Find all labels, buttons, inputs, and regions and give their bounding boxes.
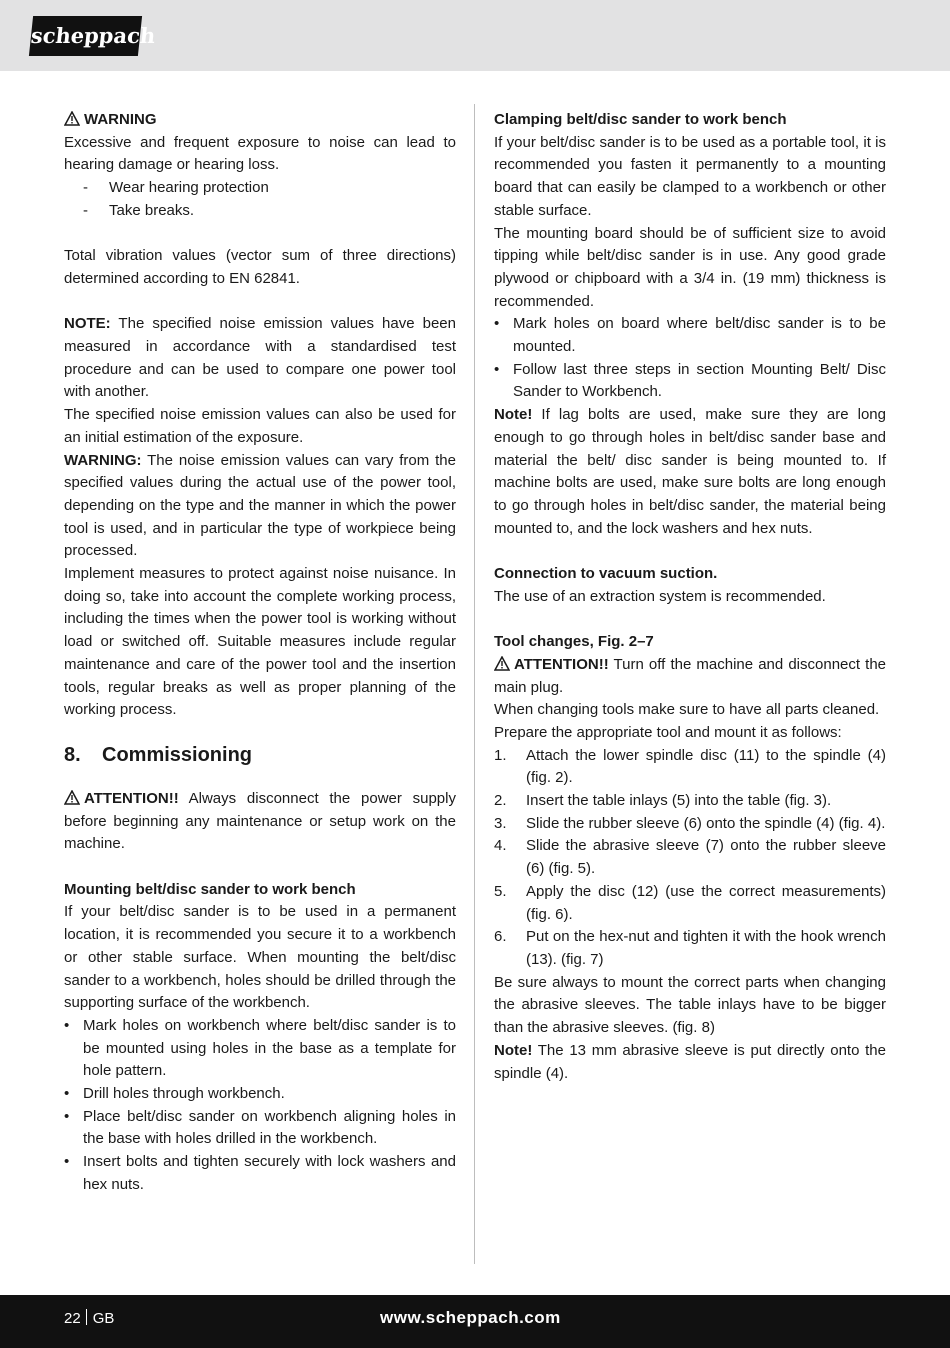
section-heading: [64, 741, 456, 769]
sure-text: Be sure always to mount the correct parts when changing the abrasive sleeves. The table inlays have to be bigger than the abrasive sleeves. (fig. 8): [494, 973, 886, 1037]
vacuum-text: The use of an extraction system is recommended.: [494, 587, 826, 605]
warning2-paragraph: WARNING: The noise emission values can vary from the specified values during the actual use of the power tool, depending on the type and the manner in which the power tool is used, and in particular the type of workpiece being processed.: [64, 451, 456, 560]
left-column: [64, 109, 456, 1197]
warning-triangle-icon: [494, 656, 510, 671]
list-item: - Wear hearing protection: [83, 179, 269, 197]
page-footer: [0, 1295, 950, 1348]
attention-paragraph: ATTENTION!! Always disconnect the power supply before beginning any maintenance or setup work on the machine.: [64, 789, 456, 853]
list-item: • Place belt/disc sander on workbench aligning holes in the base with holes drilled in the workbench.: [64, 1107, 456, 1148]
clamping-heading: Clamping belt/disc sander to work bench: [494, 111, 787, 128]
warning2-label: WARNING:: [64, 451, 142, 469]
clamping-list: [494, 313, 886, 404]
mounting-heading: Mounting belt/disc sander to work bench: [64, 880, 356, 898]
changing-text: When changing tools make sure to have all parts cleaned.: [494, 701, 880, 719]
note2-paragraph: Note! The 13 mm abrasive sleeve is put directly onto the spindle (4).: [494, 1041, 886, 1082]
list-item: 6. Put on the hex-nut and tighten it with the hook wrench (13). (fig. 7): [494, 928, 886, 968]
section-title: Commissioning: [102, 743, 253, 766]
prepare-text: Prepare the appropriate tool and mount it as follows:: [494, 723, 842, 741]
list-item: 1. Attach the lower spindle disc (11) to the spindle (4) (fig. 2).: [494, 746, 886, 787]
note-label: NOTE:: [64, 315, 111, 333]
mounting-list: [64, 1015, 456, 1197]
list-item: 3. Slide the rubber sleeve (6) onto the spindle (4) (fig. 4).: [494, 814, 886, 832]
attention-paragraph: ATTENTION!! Turn off the machine and disconnect the main plug.: [494, 655, 886, 696]
page-number: 22 GB: [64, 1310, 115, 1327]
note-paragraph: Note! If lag bolts are used, make sure they are long enough to go through holes in belt/disc sander base and material the belt/ disc sander is being mounted to. If machine bolts are used, make sure bolts are long enough to go through holes in belt/disc sander, the material being mounted to, and the lock washers and hex nuts.: [494, 406, 886, 537]
column-divider: [474, 104, 475, 1264]
attention-label: ATTENTION!!: [514, 655, 609, 673]
warning-list: [64, 177, 456, 222]
warning-heading: [64, 109, 456, 132]
note-paragraph: NOTE: The specified noise emission values have been measured in accordance with a standardised test procedure and can be used to compare one power tool with another.: [64, 315, 456, 401]
note-label: Note!: [494, 406, 533, 424]
list-item: • Insert bolts and tighten securely with lock washers and hex nuts.: [64, 1153, 456, 1193]
website-link[interactable]: www.scheppach.com: [380, 1308, 561, 1327]
list-item: • Mark holes on board where belt/disc sander is to be mounted.: [494, 315, 886, 356]
measures-paragraph: Implement measures to protect against noise nuisance. In doing so, take into account the complete working process, including the times when the power tool is working without load or switched off. Suitable measures include regular maintenance and care of the power tool and the insertion tools, regular breaks as well as proper planning of the working process.: [64, 565, 456, 719]
list-item: 2. Insert the table inlays (5) into the table (fig. 3).: [494, 792, 832, 810]
right-column: [494, 109, 886, 1085]
warning-label: WARNING: [84, 111, 157, 128]
warning-text: Excessive and frequent exposure to noise can lead to hearing damage or hearing loss.: [64, 133, 456, 174]
list-item: • Mark holes on workbench where belt/disc sander is to be mounted using holes in the base as a template for hole pattern.: [64, 1016, 456, 1080]
list-item: • Follow last three steps in section Mounting Belt/ Disc Sander to Workbench.: [494, 360, 886, 401]
note-paragraph-2: The specified noise emission values can also be used for an initial estimation of the exposure.: [64, 406, 456, 446]
brand-logo: scheppach: [29, 16, 142, 56]
attention-label: ATTENTION!!: [84, 789, 179, 807]
clamping-text-2: The mounting board should be of sufficient size to avoid tipping while belt/disc sander is in use. Any good grade plywood or chipboard with a 3/4 in. (19 mm) thickness is recommended.: [494, 224, 886, 310]
list-item: 4. Slide the abrasive sleeve (7) onto the rubber sleeve (6) (fig. 5).: [494, 837, 886, 878]
list-item: • Drill holes through workbench.: [64, 1085, 285, 1103]
section-number: 8.: [64, 743, 81, 766]
tool-changes-heading: Tool changes, Fig. 2–7: [494, 633, 654, 651]
note2-label: Note!: [494, 1041, 533, 1059]
list-item: 5. Apply the disc (12) (use the correct measurements) (fig. 6).: [494, 882, 886, 923]
warning-triangle-icon: [64, 111, 80, 126]
vacuum-heading: Connection to vacuum suction.: [494, 565, 718, 583]
steps-list: [494, 745, 886, 972]
warning-triangle-icon: [64, 790, 80, 805]
list-item: - Take breaks.: [83, 201, 195, 219]
page-header: [0, 0, 950, 71]
mounting-text: If your belt/disc sander is to be used in a permanent location, it is recommended you secure it to a workbench or other stable surface. When mounting the belt/disc sander to a workbench, holes should be drilled through the supporting surface of the workbench.: [64, 903, 456, 1012]
clamping-text: If your belt/disc sander is to be used as a portable tool, it is recommended you fasten it permanently to a mounting board that can easily be clamped to a workbench or other stable surface.: [494, 133, 886, 219]
vibration-text: Total vibration values (vector sum of three directions) determined according to EN 62841.: [64, 247, 456, 287]
